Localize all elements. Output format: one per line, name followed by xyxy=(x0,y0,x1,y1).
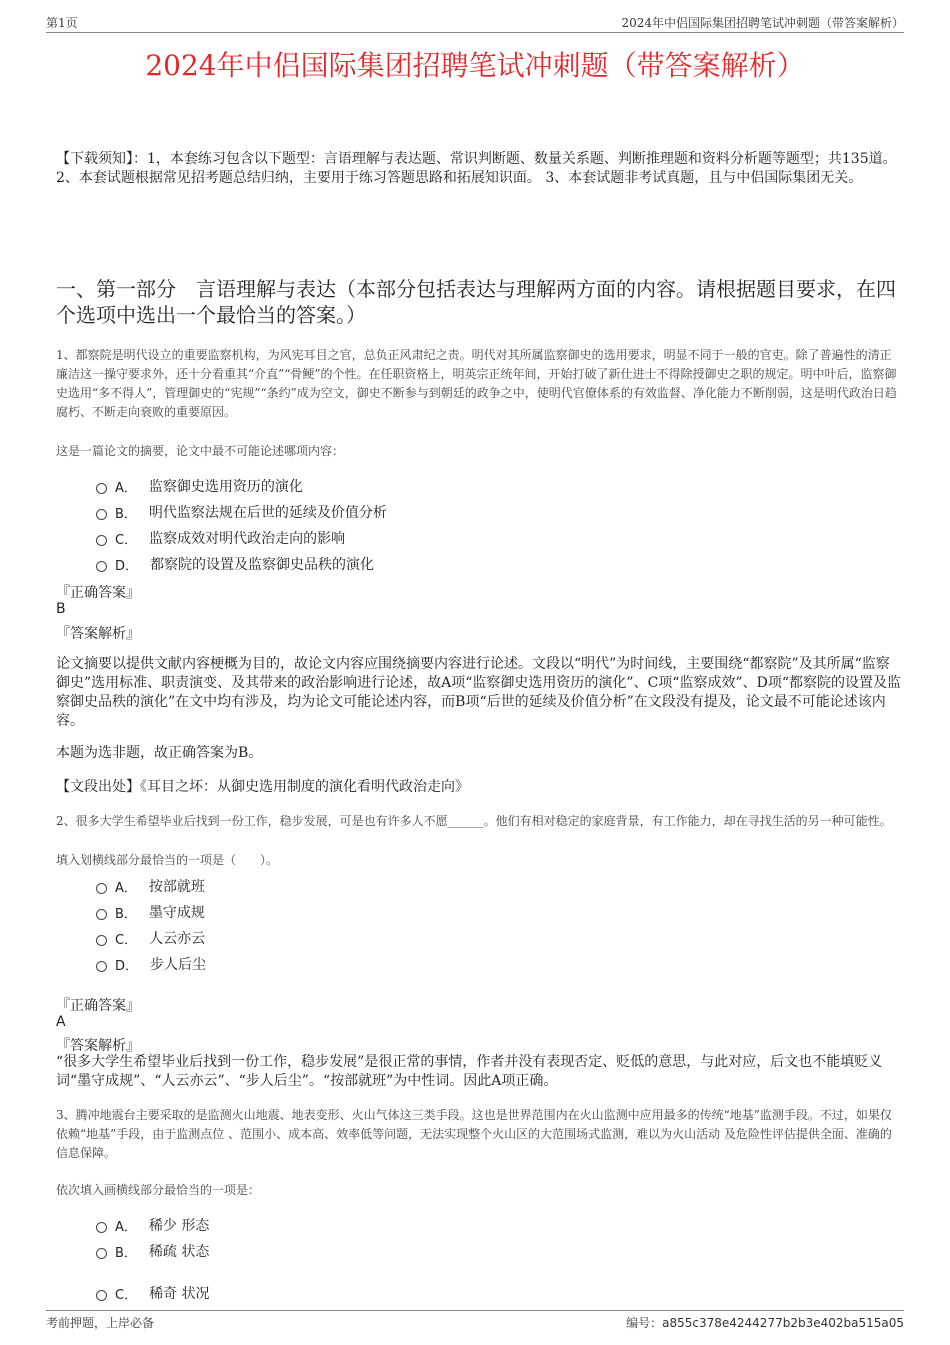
q3-stem: 3、腾冲地震台主要采取的是监测火山地震、地表变形、火山气体这三类手段。这也是世界范围内在火山监测中应用最多的传统“地基”监测手段。不过，如果仅依赖“地基”手段，由于监测点位 、范围小、成本高、效率低等问题，无法实现整个火山区的大范围场式监测，难以为火山活动 及危险性评估提供全面、准确的信息保障。 xyxy=(56,1108,892,1160)
q1-option-a[interactable] xyxy=(96,476,303,496)
radio-icon[interactable] xyxy=(96,509,107,520)
q2-option-c[interactable] xyxy=(96,928,205,948)
footer-slogan: 考前押题，上岸必备 xyxy=(46,1316,155,1330)
option-letter: B． xyxy=(115,1245,137,1261)
option-text: 按部就班 xyxy=(148,879,205,895)
option-letter: D． xyxy=(115,558,139,574)
q2-option-d[interactable] xyxy=(96,954,206,974)
option-text: 稀少 形态 xyxy=(148,1218,210,1234)
radio-icon[interactable] xyxy=(96,561,107,572)
radio-icon[interactable] xyxy=(96,1222,107,1233)
q1-option-b[interactable] xyxy=(96,502,387,522)
option-letter: A． xyxy=(115,880,137,896)
document-title: 2024年中侣国际集团招聘笔试冲刺题（带答案解析） xyxy=(145,49,805,82)
option-text: 监察御史选用资历的演化 xyxy=(148,479,303,495)
running-title: 2024年中侣国际集团招聘笔试冲刺题（带答案解析） xyxy=(621,16,904,30)
q1-option-c[interactable] xyxy=(96,528,345,548)
section-heading: 一、第一部分 言语理解与表达（本部分包括表达与理解两方面的内容。请根据题目要求，在四个选项中选出一个最恰当的答案。） xyxy=(56,277,896,327)
q1-option-d[interactable] xyxy=(96,554,374,574)
page-number: 第1页 xyxy=(46,16,78,30)
radio-icon[interactable] xyxy=(96,483,107,494)
q3-option-c[interactable] xyxy=(96,1283,210,1303)
code-value: a855c378e4244277b2b3e402ba515a05 xyxy=(662,1316,904,1330)
option-text: 稀奇 状况 xyxy=(149,1286,210,1302)
header-divider xyxy=(46,32,904,33)
q2-option-b[interactable] xyxy=(96,902,205,922)
radio-icon[interactable] xyxy=(96,535,107,546)
q2-answer-label: 『正确答案』 xyxy=(56,998,140,1014)
code-label: 编号： xyxy=(626,1316,663,1330)
q2-answer: A xyxy=(56,1014,66,1030)
q1-analysis-label: 『答案解析』 xyxy=(56,626,140,642)
option-letter: D． xyxy=(115,958,139,974)
option-text: 墨守成规 xyxy=(148,905,205,921)
q2-analysis-label: 『答案解析』 xyxy=(56,1038,140,1054)
radio-icon[interactable] xyxy=(96,961,107,972)
q2-stem: 2、很多大学生希望毕业后找到一份工作，稳步发展，可是也有许多人不愿______。他们有相对稳定的家庭背景，有工作能力，却在寻找生活的另一种可能性。 xyxy=(56,814,892,828)
q3-option-b[interactable] xyxy=(96,1241,209,1261)
q1-source: 【文段出处】《耳目之坏：从御史选用制度的演化看明代政治走向》 xyxy=(56,779,469,795)
option-letter: C． xyxy=(115,1287,138,1303)
q1-analysis: 论文摘要以提供文献内容梗概为目的，故论文内容应围绕摘要内容进行论述。文段以“明代”为时间线，主要围绕“都察院”及其所属“监察御史”选用标准、职责演变、及其带来的政治影响进行论述，故A项“监察御史选用资历的演化”、C项“监察成效”、D项“都察院的设置及监察御史品秩的演化”在文中均有涉及，均为论文可能论述内容，而B项“后世的延续及价值分析”在文段没有提及，论文最不可能论述该内容。 xyxy=(56,656,901,729)
option-text: 步人后尘 xyxy=(150,957,207,973)
q3-option-a[interactable] xyxy=(96,1215,209,1235)
radio-icon[interactable] xyxy=(96,1248,107,1259)
q2-question: 填入划横线部分最恰当的一项是（ ）。 xyxy=(56,853,279,867)
q1-answer: B xyxy=(56,601,66,617)
q1-stem: 1、都察院是明代设立的重要监察机构，为风宪耳目之官，总负正风肃纪之责。明代对其所属监察御史的选用要求，明显不同于一般的官吏。除了普遍性的清正廉洁这一操守要求外，还十分看重其“介直”“骨鲠”的个性。在任职资格上，明英宗正统年间，开始打破了新仕进士不得除授御史之职的规定。明中叶后，监察御史选用“多不得人”，管理御史的“宪规”“条约”成为空文，御史不断参与到朝廷的政争之中，使明代官僚体系的有效监督、净化能力不断削弱，这是明代政治日趋腐朽、不断走向衰败的重要原因。 xyxy=(56,348,897,419)
download-notice: 【下载须知】：1，本套练习包含以下题型：言语理解与表达题、常识判断题、数量关系题、判断推理题和资料分析题等题型；共135道。 2、本套试题根据常见招考题总结归纳，主要用于练习答题思路和拓展知识面。 3、本套试题非考试真题，且与中侣国际集团无关。 xyxy=(56,151,897,186)
q2-option-a[interactable] xyxy=(96,876,205,896)
q1-question: 这是一篇论文的摘要，论文中最不可能论述哪项内容： xyxy=(56,444,345,458)
document-code xyxy=(626,1314,904,1331)
option-letter: B． xyxy=(115,506,137,522)
q1-answer-label: 『正确答案』 xyxy=(56,585,140,601)
footer-divider xyxy=(46,1310,904,1311)
option-text: 稀疏 状态 xyxy=(148,1244,210,1260)
q3-question: 依次填入画横线部分最恰当的一项是： xyxy=(56,1183,261,1197)
option-letter: C． xyxy=(115,932,138,948)
radio-icon[interactable] xyxy=(96,883,107,894)
q2-analysis: “很多大学生希望毕业后找到一份工作，稳步发展”是很正常的事情，作者并没有表现否定、贬低的意思，与此对应，后文也不能填贬义词“墨守成规”、“人云亦云”、“步人后尘”。“按部就班”为中性词。因此A项正确。 xyxy=(56,1054,883,1089)
option-text: 人云亦云 xyxy=(149,931,206,947)
option-text: 都察院的设置及监察御史品秩的演化 xyxy=(150,557,375,573)
option-text: 监察成效对明代政治走向的影响 xyxy=(149,531,346,547)
option-letter: A． xyxy=(115,480,137,496)
option-text: 明代监察法规在后世的延续及价值分析 xyxy=(148,505,387,521)
option-letter: C． xyxy=(115,532,138,548)
option-letter: A． xyxy=(115,1219,137,1235)
option-letter: B． xyxy=(115,906,137,922)
radio-icon[interactable] xyxy=(96,935,107,946)
q1-conclusion: 本题为选非题，故正确答案为B。 xyxy=(56,745,263,761)
radio-icon[interactable] xyxy=(96,909,107,920)
radio-icon[interactable] xyxy=(96,1290,107,1301)
